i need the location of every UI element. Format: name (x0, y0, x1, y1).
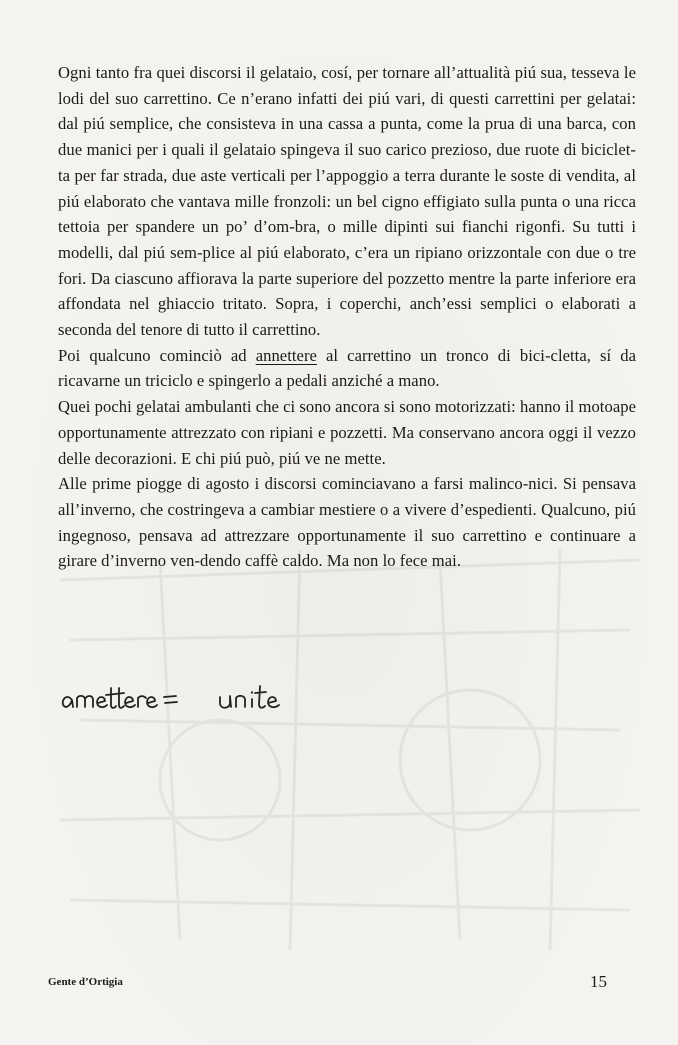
underlined-word: annettere (255, 345, 317, 365)
paragraph-4: Alle prime piogge di agosto i discorsi cominciavano a farsi malinco-nici. Si pensava all’inverno, che costringeva a cambiar mestiere o a vivere d’espedienti. Qualcuno, piú ingegnoso, pensava ad attrezzare opportunamente il suo carrettino e continuare a girare d’inverno ven-dendo caffè caldo. Ma non lo fece mai. (58, 474, 636, 571)
show-through-illustration (40, 520, 660, 960)
paragraph-3: Quei pochi gelatai ambulanti che ci sono ancora si sono motorizzati: hanno il motoape opportunamente attrezzato con ripiani e pozzetti. Ma conservano ancora oggi il vezzo delle decorazioni. E chi piú può, piú ve ne mette. (58, 397, 636, 468)
paragraph-1: Ogni tanto fra quei discorsi il gelataio, cosí, per tornare all’attualità piú sua, tesseva le lodi del suo carrettino. Ce n’erano infatti dei piú vari, di questi carrettini per gelatai: dal piú semplice, che consisteva in una cassa a punta, come la prua di una barca, con due manici per i quali il gelataio spingeva il suo carico prezioso, due ruote di biciclet-ta per far strada, due aste verticali per l’appoggio a terra durante le soste di vendita, al piú elaborato che vantava mille fronzoli: un bel cigno effigiato sulla punta o una ricca tettoia per spandere un po’ d’om-bra, o mille dipinti sui fianchi rigonfi. Su tutti i modelli, dal piú sem-plice al piú elaborato, c’era un ripiano orizzontale con due o tre fori. Da ciascuno affiorava la parte superiore del pozzetto mentre la parte inferiore era affondata nel ghiaccio tritato. Sopra, i coperchi, anch’essi semplici o elaborati a seconda del tenore di tutto il carrettino. (58, 63, 636, 340)
paragraph-2 (58, 343, 636, 394)
paragraph-2-start: Poi qualcuno cominciò ad (58, 345, 256, 365)
handwritten-note (58, 676, 378, 720)
book-title: Gente d’Ortigia (48, 976, 123, 988)
body-text (58, 60, 636, 574)
page-number: 15 (590, 972, 607, 991)
paragraph-2-end: al carrettino un tronco di bici-cletta, sí da ricavarne un triciclo e spingerlo a pedali anziché a mano. (58, 345, 637, 391)
